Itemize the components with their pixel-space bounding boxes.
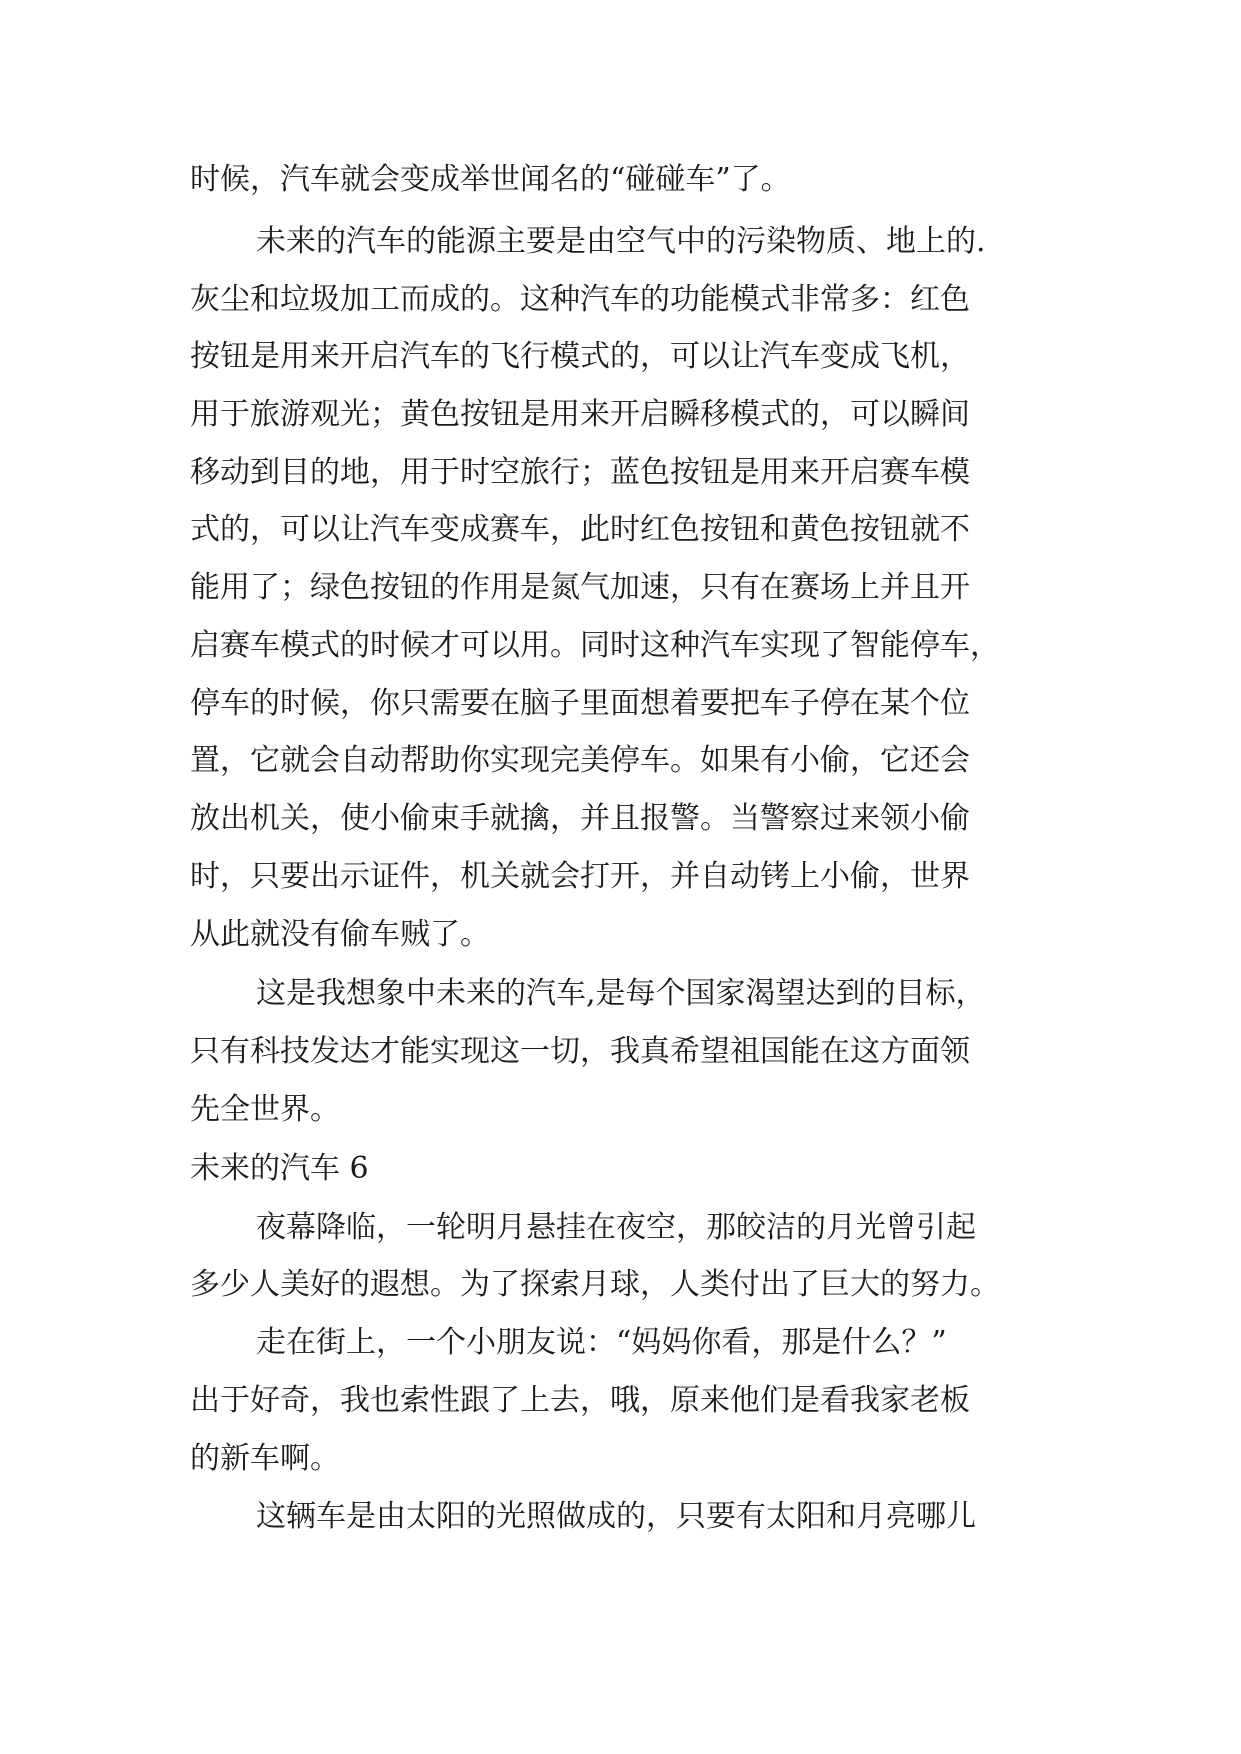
text-line: 出于好奇，我也索性跟了上去，哦，原来他们是看我家老板 — [190, 1383, 970, 1418]
section-heading: 未来的汽车 6 — [190, 1151, 369, 1186]
paragraph-start-line: 走在街上，一个小朋友说：“妈妈你看，那是什么？” — [256, 1325, 947, 1360]
text-line: 多少人美好的遐想。为了探索月球，人类付出了巨大的努力。 — [190, 1267, 1000, 1302]
text-line: 时，只要出示证件，机关就会打开，并自动铐上小偷，世界 — [190, 859, 970, 894]
paragraph-start-line: 这是我想象中未来的汽车,是每个国家渴望达到的目标， — [256, 976, 986, 1011]
text-line: 从此就没有偷车贼了。 — [190, 917, 490, 952]
text-line: 用于旅游观光；黄色按钮是用来开启瞬移模式的，可以瞬间 — [190, 397, 970, 432]
text-line: 放出机关，使小偷束手就擒，并且报警。当警察过来领小偷 — [190, 801, 970, 836]
text-line: 能用了；绿色按钮的作用是氮气加速，只有在赛场上并且开 — [190, 570, 970, 605]
text-line: 先全世界。 — [190, 1092, 340, 1127]
text-line: 式的，可以让汽车变成赛车，此时红色按钮和黄色按钮就不 — [190, 512, 970, 547]
paragraph-start-line: 这辆车是由太阳的光照做成的，只要有太阳和月亮哪儿 — [256, 1499, 976, 1534]
paragraph-start-line: 未来的汽车的能源主要是由空气中的污染物质、地上的. — [256, 224, 986, 259]
text-line: 时候，汽车就会变成举世闻名的“碰碰车”了。 — [190, 162, 791, 197]
text-line: 按钮是用来开启汽车的飞行模式的，可以让汽车变成飞机， — [190, 339, 970, 374]
text-line: 的新车啊。 — [190, 1441, 340, 1476]
text-line: 移动到目的地，用于时空旅行；蓝色按钮是用来开启赛车模 — [190, 455, 970, 490]
paragraph-start-line: 夜幕降临，一轮明月悬挂在夜空，那皎洁的月光曾引起 — [256, 1210, 976, 1245]
text-line: 置，它就会自动帮助你实现完美停车。如果有小偷，它还会 — [190, 743, 970, 778]
text-line: 启赛车模式的时候才可以用。同时这种汽车实现了智能停车， — [190, 628, 1000, 663]
text-line: 只有科技发达才能实现这一切，我真希望祖国能在这方面领 — [190, 1034, 970, 1069]
text-line: 停车的时候，你只需要在脑子里面想着要把车子停在某个位 — [190, 686, 970, 721]
text-line: 灰尘和垃圾加工而成的。这种汽车的功能模式非常多：红色 — [190, 282, 970, 317]
